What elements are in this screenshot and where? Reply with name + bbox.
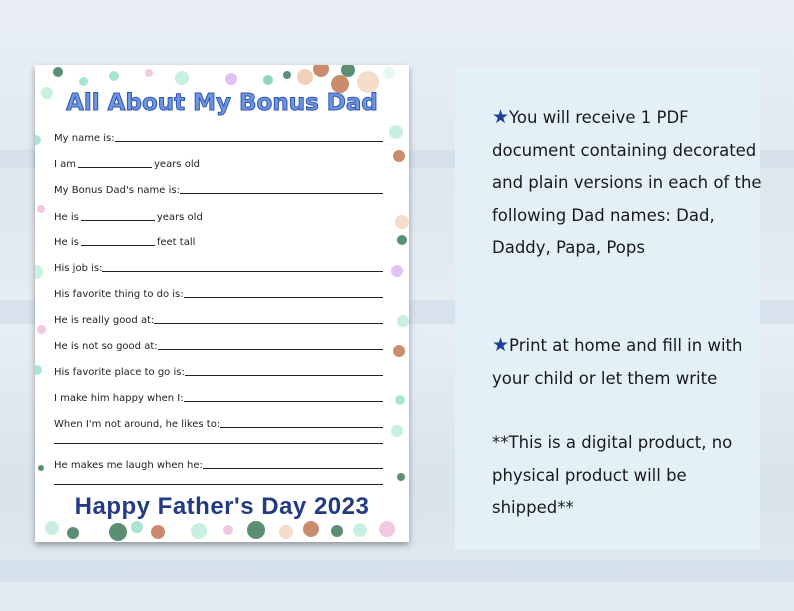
confetti-dot	[303, 521, 319, 537]
worksheet-row	[54, 388, 383, 404]
confetti-dot	[279, 525, 293, 539]
row-label: He is	[54, 212, 79, 223]
worksheet-title: All About My Bonus Dad	[66, 90, 378, 116]
bullet-text: Print at home and fill in with your child or let them write	[492, 336, 743, 388]
confetti-dot	[131, 521, 143, 533]
write-line[interactable]	[184, 401, 383, 402]
worksheet-row	[54, 258, 383, 274]
write-line[interactable]	[102, 271, 383, 272]
confetti-dot	[393, 150, 405, 162]
confetti-dot	[151, 525, 165, 539]
worksheet-row	[54, 154, 200, 170]
write-line[interactable]	[54, 443, 383, 444]
confetti-dot	[263, 75, 273, 85]
disclaimer-note: **This is a digital product, no physical product will be shipped**	[492, 433, 733, 517]
write-line[interactable]	[158, 349, 383, 350]
row-label: My name is:	[54, 133, 115, 144]
row-label: I make him happy when I:	[54, 393, 184, 404]
confetti-dot	[247, 521, 265, 539]
confetti-dot	[341, 65, 355, 77]
worksheet-row	[54, 414, 383, 430]
confetti-dot	[37, 325, 46, 334]
row-label: He is really good at:	[54, 315, 155, 326]
confetti-dot	[38, 465, 44, 471]
row-label: His favorite thing to do is:	[54, 289, 184, 300]
write-line[interactable]	[115, 141, 383, 142]
row-label: He makes me laugh when he:	[54, 460, 203, 471]
worksheet-row	[54, 232, 195, 248]
write-line[interactable]	[180, 193, 383, 194]
confetti-dot	[109, 71, 119, 81]
confetti-dot	[313, 65, 329, 77]
row-suffix: years old	[156, 212, 203, 223]
row-label: His job is:	[54, 263, 103, 274]
confetti-dot	[397, 473, 405, 481]
confetti-dot	[391, 265, 403, 277]
write-line[interactable]	[220, 427, 383, 428]
confetti-dot	[37, 205, 45, 213]
confetti-dot	[393, 345, 405, 357]
confetti-dot	[397, 315, 409, 327]
write-line[interactable]	[54, 484, 383, 485]
worksheet-row	[54, 336, 383, 352]
confetti-dot	[175, 71, 189, 85]
row-label: When I'm not around, he likes to:	[54, 419, 221, 430]
confetti-dot	[35, 365, 42, 375]
write-blank[interactable]	[81, 220, 155, 221]
worksheet-row	[54, 310, 383, 326]
star-icon: ★	[492, 334, 510, 356]
confetti-dot	[79, 77, 88, 86]
write-line[interactable]	[154, 323, 383, 324]
write-line[interactable]	[184, 297, 383, 298]
row-label: His favorite place to go is:	[54, 367, 185, 378]
write-blank[interactable]	[81, 245, 155, 246]
confetti-dot	[45, 521, 59, 535]
row-suffix: years old	[154, 159, 200, 170]
write-blank[interactable]	[78, 167, 152, 168]
confetti-dot	[223, 525, 233, 535]
worksheet-row	[54, 362, 383, 378]
confetti-dot	[389, 125, 403, 139]
bullet-item	[492, 101, 767, 265]
confetti-dot	[297, 69, 313, 85]
row-label: He is	[54, 237, 79, 248]
star-icon: ★	[492, 106, 510, 128]
bullet-item	[492, 329, 767, 395]
confetti-dot	[379, 521, 395, 537]
worksheet-footer: Happy Father's Day 2023	[74, 493, 370, 520]
confetti-dot	[35, 265, 43, 279]
confetti-dot	[353, 523, 367, 537]
worksheet-row	[54, 284, 383, 300]
write-line[interactable]	[203, 468, 383, 469]
confetti-dot	[67, 527, 79, 539]
confetti-dot	[383, 67, 395, 79]
bullet-text: You will receive 1 PDF document containing decorated and plain versions in each of the following Dad names: Dad, Daddy, Papa, Pops	[492, 108, 762, 257]
confetti-dot	[145, 69, 153, 77]
worksheet-row	[54, 455, 383, 471]
confetti-dot	[191, 523, 207, 539]
confetti-dot	[395, 395, 405, 405]
confetti-dot	[109, 523, 127, 541]
worksheet-row	[54, 207, 203, 223]
confetti-dot	[331, 525, 343, 537]
confetti-dot	[35, 135, 41, 145]
confetti-dot	[391, 425, 403, 437]
worksheet-page	[35, 65, 409, 542]
row-label: He is not so good at:	[54, 341, 158, 352]
worksheet-row	[54, 128, 383, 144]
confetti-dot	[225, 73, 237, 85]
write-line[interactable]	[185, 375, 383, 376]
worksheet-row	[54, 180, 383, 196]
confetti-dot	[397, 235, 407, 245]
row-suffix: feet tall	[156, 237, 196, 248]
info-panel	[455, 68, 760, 549]
row-label: I am	[54, 159, 76, 170]
row-label: My Bonus Dad's name is:	[54, 185, 180, 196]
confetti-dot	[395, 215, 409, 229]
confetti-dot	[53, 67, 63, 77]
confetti-dot	[283, 71, 291, 79]
